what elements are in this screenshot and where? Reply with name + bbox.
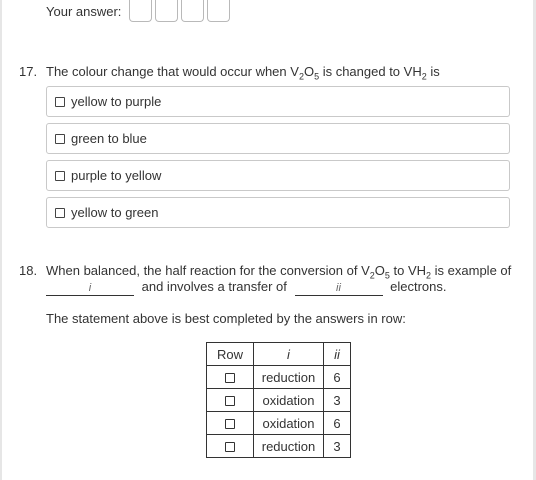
question-17-number: 17. [19,64,38,79]
option-label: purple to yellow [71,168,162,183]
cell-i: oxidation [254,389,324,412]
line2-end-text: electrons. [390,279,447,294]
cell-ii: 3 [324,435,351,458]
answer-box-3[interactable] [181,0,204,22]
option-label: yellow to purple [71,94,162,109]
table-row [207,435,351,458]
header-ii: ii [324,343,351,366]
option-label: yellow to green [71,205,159,220]
option-purple-to-yellow[interactable] [46,160,510,191]
table-row [207,389,351,412]
answer-table [206,342,351,458]
option-label: green to blue [71,131,147,146]
option-green-to-blue[interactable] [46,123,510,154]
header-row: Row [207,343,254,366]
blank-ii: ii [295,281,383,296]
table-row [207,366,351,389]
checkbox[interactable] [225,442,235,452]
checkbox[interactable] [55,134,65,144]
answer-box-1[interactable] [129,0,152,22]
question-18-statement: The statement above is best completed by the answers in row: [46,311,406,326]
row-select-cell[interactable] [207,412,254,435]
row-select-cell[interactable] [207,366,254,389]
left-border [0,0,2,480]
header-i: i [254,343,324,366]
checkbox[interactable] [55,97,65,107]
row-select-cell[interactable] [207,389,254,412]
question-18-text-line2 [46,279,447,296]
question-17-text: The colour change that would occur when $V_2O_5$ is changed to $VH_2$ is [46,64,440,82]
cell-i: reduction [254,366,324,389]
checkbox[interactable] [225,419,235,429]
answer-box-4[interactable] [207,0,230,22]
cell-i: oxidation [254,412,324,435]
question-18-number: 18. [19,263,38,278]
answer-row [46,0,233,22]
option-yellow-to-purple[interactable] [46,86,510,117]
checkbox[interactable] [55,171,65,181]
table-header-row [207,343,351,366]
row-select-cell[interactable] [207,435,254,458]
option-yellow-to-green[interactable] [46,197,510,228]
cell-i: reduction [254,435,324,458]
checkbox[interactable] [55,208,65,218]
table-row [207,412,351,435]
checkbox[interactable] [225,373,235,383]
answer-label: Your answer: [46,3,122,19]
answer-box-2[interactable] [155,0,178,22]
line2-mid-text: and involves a transfer of [141,279,287,294]
blank-i: i [46,281,134,296]
question-18-text-line1: When balanced, the half reaction for the conversion of $V_2O_5$ to $VH_2$ is example of [46,263,512,281]
cell-ii: 6 [324,366,351,389]
cell-ii: 6 [324,412,351,435]
cell-ii: 3 [324,389,351,412]
checkbox[interactable] [225,396,235,406]
